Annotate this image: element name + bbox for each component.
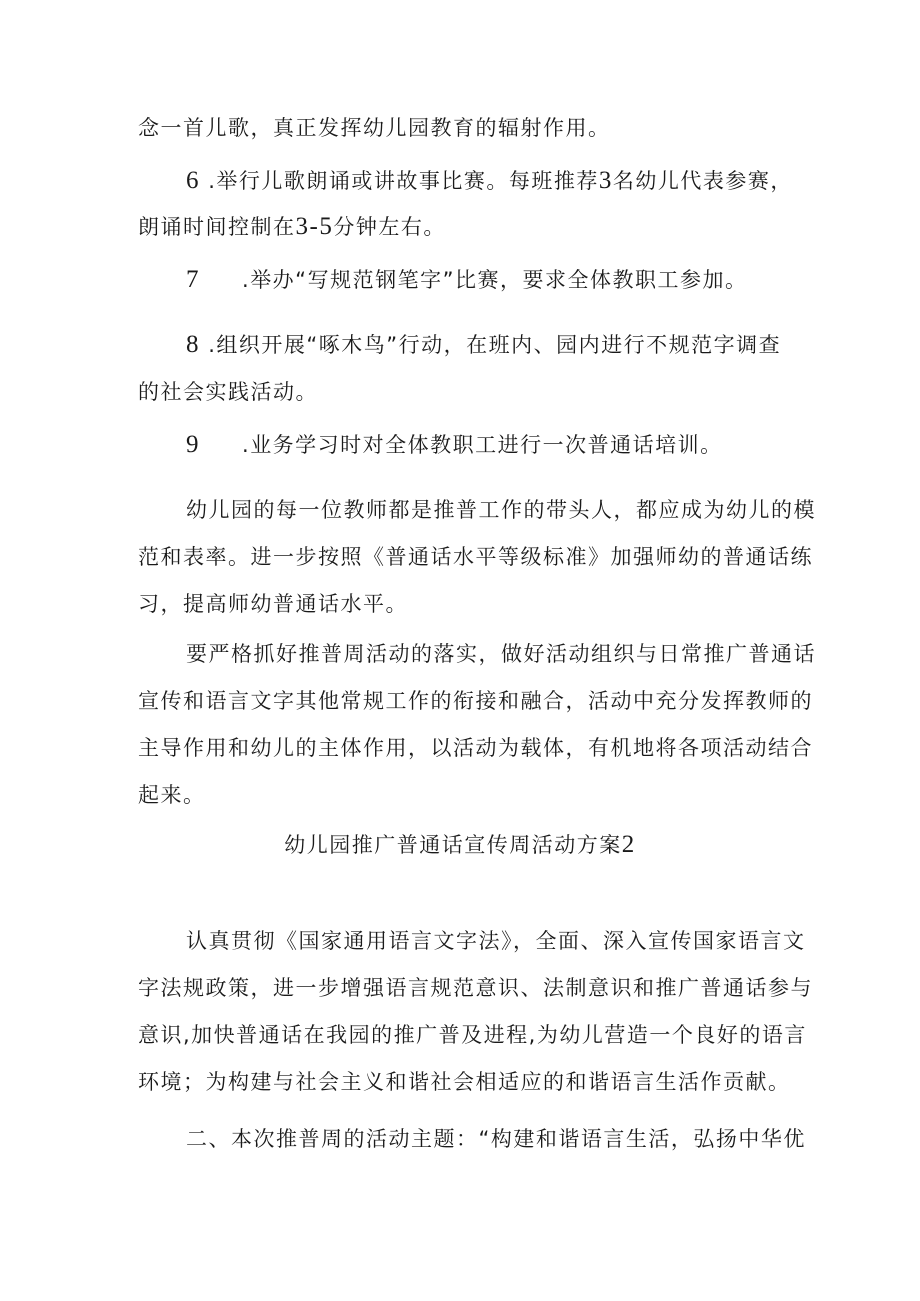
text-run: 分钟左右。 [333,215,446,239]
text-run: 宣传和语言文字其他常规工作的衔接和融合，活动中充分发挥教师的 [138,689,813,713]
list-item-8 [186,330,781,360]
list-number: 7 [186,266,200,293]
paragraph-line [138,212,446,242]
paragraph-line [186,1124,806,1154]
text-run: 认真贯彻《国家通用语言文字法》，全面、深入宣传国家语言文 [186,929,806,953]
section-title [0,830,920,860]
list-item-7 [186,265,747,295]
paragraph-line [138,1020,807,1050]
text-run: 的社会实践活动。 [138,380,318,404]
paragraph-line [138,686,813,716]
list-item-6 [186,166,793,196]
paragraph-line [138,1067,791,1097]
text-run: 组织开展“啄木鸟”行动，在班内、园内进行不规范字调查 [216,333,782,357]
list-dot: . [208,333,217,357]
list-item-9 [186,430,723,460]
text-run: 举办“写规范钢笔字”比赛，要求全体教职工参加。 [250,268,748,292]
text-run: 字法规政策，进一步增强语言规范意识、法制意识和推广普通话参与 [138,976,813,1000]
paragraph-line [138,733,813,763]
list-dot: . [242,433,251,457]
text-run: 意识,加快普通话在我园的推广普及进程,为幼儿营造一个良好的语言 [138,1023,807,1047]
list-number: 8 [186,331,200,358]
list-number: 9 [186,431,200,458]
text-run: 举行儿歌朗诵或讲故事比赛。每班推荐 [216,169,599,193]
inline-number: 3-5 [295,213,334,240]
title-number: 2 [621,831,636,858]
text-run: 主导作用和幼儿的主体作用，以活动为载体，有机地将各项活动结合 [138,736,813,760]
paragraph-line [186,926,806,956]
paragraph-line [186,639,816,669]
text-run: 要严格抓好推普周活动的落实，做好活动组织与日常推广普通话 [186,642,816,666]
paragraph-line [138,542,813,572]
text-run: 环境；为构建与社会主义和谐社会相适应的和谐语言生活作贡献。 [138,1070,791,1094]
title-text: 幼儿园推广普通话宣传周活动方案 [284,833,622,857]
text-run: 二、本次推普周的活动主题：“构建和谐语言生活，弘扬中华优 [186,1127,806,1151]
text-run: 朗诵时间控制在 [138,215,296,239]
text-run: 习，提高师幼普通话水平。 [138,592,408,616]
text-run: 范和表率。进一步按照《普通话水平等级标准》加强师幼的普通话练 [138,545,813,569]
paragraph-line [138,377,318,407]
paragraph-line [138,113,611,143]
list-dot: . [208,169,217,193]
list-number: 6 [186,167,200,194]
text-run: 业务学习时对全体教职工进行一次普通话培训。 [250,433,723,457]
paragraph-line [138,780,206,810]
text-run: 起来。 [138,783,206,807]
inline-number: 3 [598,167,613,194]
paragraph-line [138,589,408,619]
paragraph-line [138,973,813,1003]
paragraph-line [186,495,816,525]
text-run: 名幼儿代表参赛， [612,169,793,193]
text-run: 念一首儿歌，真正发挥幼儿园教育的辐射作用。 [138,116,611,140]
list-dot: . [242,268,251,292]
text-run: 幼儿园的每一位教师都是推普工作的带头人，都应成为幼儿的模 [186,498,816,522]
